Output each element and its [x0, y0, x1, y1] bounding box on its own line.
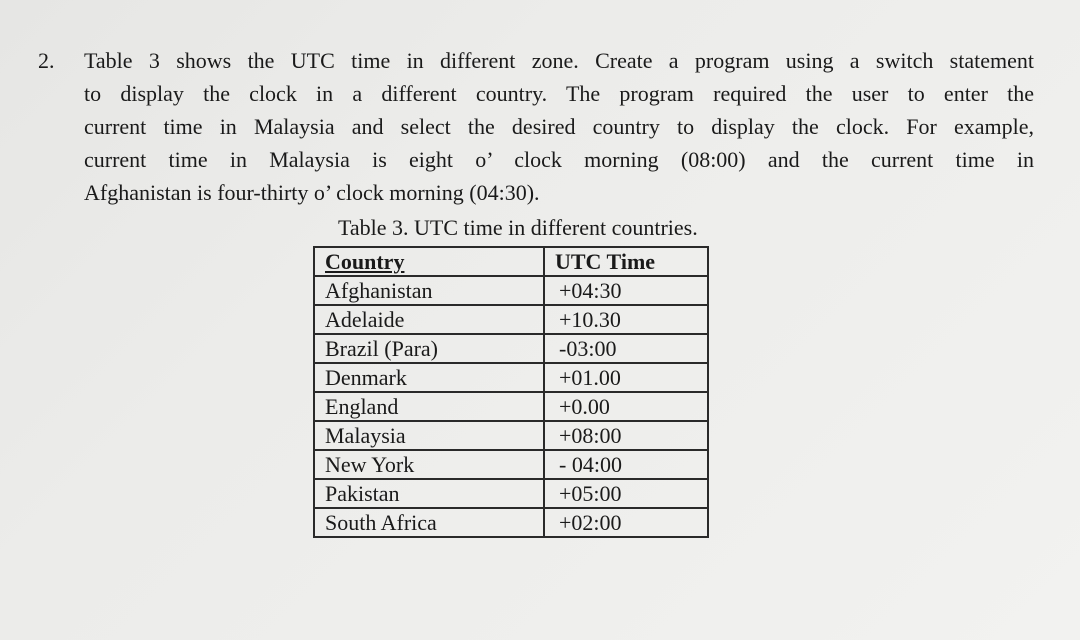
- country-cell: Malaysia: [314, 421, 544, 450]
- country-cell: Brazil (Para): [314, 334, 544, 363]
- country-cell: Pakistan: [314, 479, 544, 508]
- country-cell: Afghanistan: [314, 276, 544, 305]
- table-row: [314, 479, 708, 508]
- table-row: [314, 334, 708, 363]
- utc-time-table: [313, 246, 709, 538]
- utc-cell: -03:00: [544, 334, 708, 363]
- question-number: 2.: [38, 48, 55, 73]
- utc-cell: +08:00: [544, 421, 708, 450]
- question-line: current time in Malaysia is eight o’ clock morning (08:00) and the current time in: [84, 147, 1034, 172]
- utc-cell: +04:30: [544, 276, 708, 305]
- country-cell: New York: [314, 450, 544, 479]
- question-line: current time in Malaysia and select the desired country to display the clock. For example,: [84, 114, 1034, 139]
- utc-cell: +05:00: [544, 479, 708, 508]
- utc-cell: +10.30: [544, 305, 708, 334]
- utc-cell: +0.00: [544, 392, 708, 421]
- table-row: [314, 363, 708, 392]
- table-row: [314, 392, 708, 421]
- table-caption: Table 3. UTC time in different countries.: [338, 215, 698, 240]
- question-line: Afghanistan is four-thirty o’ clock morning (04:30).: [84, 180, 540, 205]
- table-row: [314, 508, 708, 537]
- table-row: [314, 305, 708, 334]
- country-cell: England: [314, 392, 544, 421]
- table-header-row: [314, 247, 708, 276]
- utc-cell: - 04:00: [544, 450, 708, 479]
- country-cell: South Africa: [314, 508, 544, 537]
- column-header-country: Country: [314, 247, 544, 276]
- question-line: to display the clock in a different country. The program required the user to enter the: [84, 81, 1034, 106]
- utc-cell: +01.00: [544, 363, 708, 392]
- question-line: Table 3 shows the UTC time in different zone. Create a program using a switch statement: [84, 48, 1034, 73]
- question-text: [84, 44, 1034, 209]
- country-cell: Denmark: [314, 363, 544, 392]
- question-block: [38, 44, 1034, 209]
- column-header-utc-time: UTC Time: [544, 247, 708, 276]
- table-row: [314, 421, 708, 450]
- table-row: [314, 450, 708, 479]
- table-row: [314, 276, 708, 305]
- country-cell: Adelaide: [314, 305, 544, 334]
- utc-cell: +02:00: [544, 508, 708, 537]
